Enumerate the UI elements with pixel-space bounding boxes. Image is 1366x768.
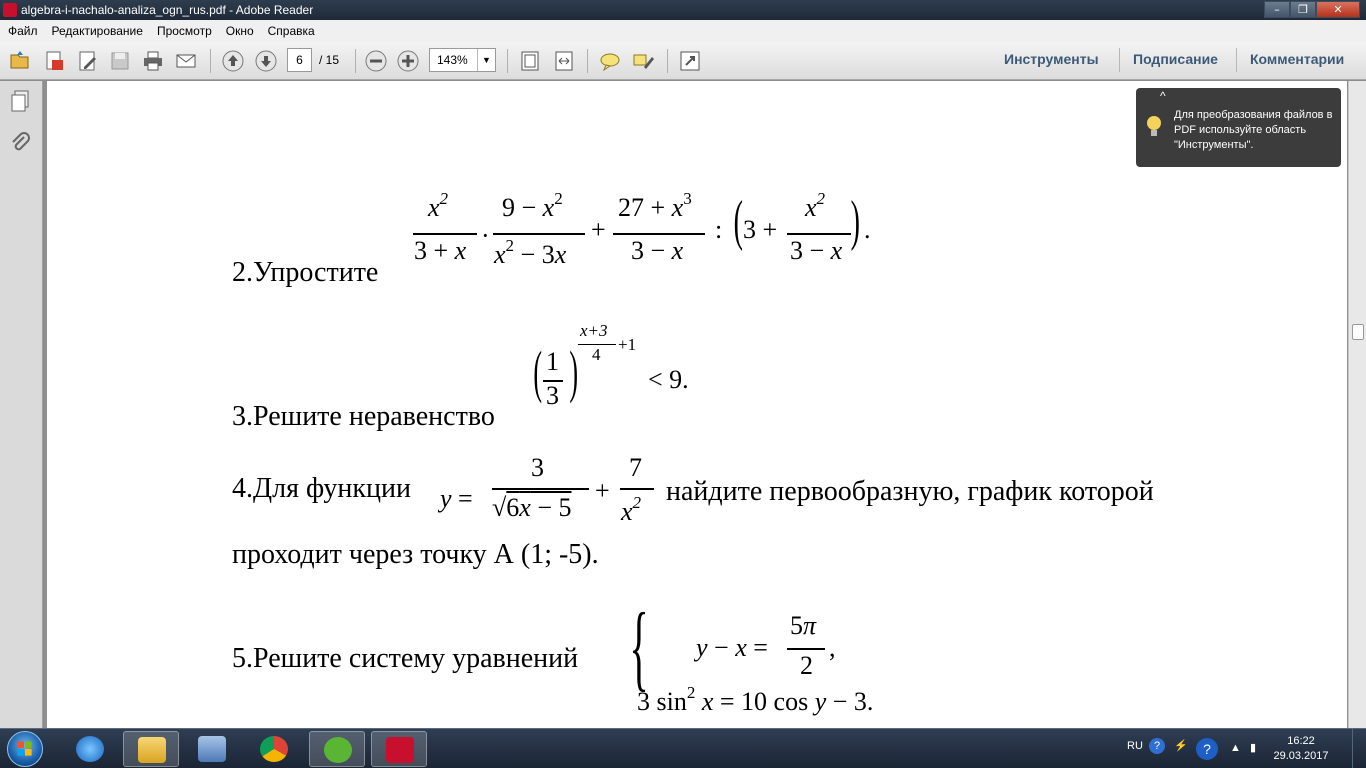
language-indicator[interactable]: RU bbox=[1127, 740, 1143, 752]
taskbar-adobe-reader[interactable] bbox=[371, 731, 427, 767]
close-button[interactable]: ✕ bbox=[1316, 1, 1360, 18]
clock-time: 16:22 bbox=[1287, 735, 1315, 747]
attachments-icon[interactable] bbox=[9, 131, 31, 155]
tools-panel-link[interactable]: Инструменты bbox=[1004, 51, 1099, 67]
print-icon[interactable] bbox=[141, 49, 165, 73]
navigation-pane bbox=[0, 81, 43, 728]
page-thumbnails-icon[interactable] bbox=[9, 89, 31, 113]
taskbar-internet-explorer[interactable] bbox=[62, 731, 118, 767]
start-button[interactable] bbox=[7, 731, 43, 767]
problem-4-line-2: проходит через точку А (1; -5). bbox=[232, 539, 599, 570]
problem-5-label: 5.Решите систему уравнений bbox=[232, 643, 579, 674]
pdf-page: 2.Упростите $x^2$ 3 + x · $9 - x^2$ $x^2 - 3x$ + $27 + x^3$ 3 − x : ( 3 + $x^2$ 3 − x ) . 3.Решите неравенство ( 1 3 ) x+3 4 +1 < 9. 4.Для функции y = 3 √6x − 5 + 7 $x^2$ найдите первообразную, график которой проходит через точку А (1; -5). 5.Решите систему уравнений { y − x = 5π 2 , 3 $\sin^2 x = 10$ cos y − 3. bbox=[47, 81, 1347, 728]
taskbar-chrome[interactable] bbox=[246, 731, 302, 767]
chevron-down-icon[interactable]: ▼ bbox=[477, 49, 495, 71]
email-icon[interactable] bbox=[174, 49, 198, 73]
tooltip-message: Для преобразования файлов в PDF используйте область "Инструменты". bbox=[1174, 109, 1333, 151]
window-title: algebra-i-nachalo-analiza_ogn_rus.pdf - Adobe Reader bbox=[21, 3, 314, 17]
help-icon[interactable]: ? bbox=[1149, 738, 1165, 754]
panel-separator bbox=[1119, 48, 1120, 72]
create-pdf-icon[interactable] bbox=[43, 49, 67, 73]
windows-logo-icon bbox=[8, 732, 42, 766]
folder-icon bbox=[138, 737, 166, 763]
utorrent-icon bbox=[324, 737, 352, 763]
page-number-input[interactable]: 6 bbox=[287, 48, 312, 72]
clock[interactable] bbox=[1272, 734, 1330, 764]
media-player-icon bbox=[198, 736, 226, 762]
lightbulb-icon bbox=[1145, 114, 1163, 140]
menu-window[interactable]: Окно bbox=[225, 24, 254, 38]
open-file-icon[interactable] bbox=[8, 49, 32, 73]
zoom-out-icon[interactable] bbox=[364, 49, 388, 73]
toolbar-separator bbox=[355, 49, 356, 73]
chrome-icon bbox=[260, 736, 288, 762]
scrollbar-thumb[interactable] bbox=[1352, 324, 1364, 340]
taskbar-utorrent[interactable] bbox=[309, 731, 365, 767]
menu-file[interactable]: Файл bbox=[8, 24, 38, 38]
sign-panel-link[interactable]: Подписание bbox=[1133, 51, 1218, 67]
save-icon[interactable] bbox=[108, 49, 132, 73]
adobe-reader-icon bbox=[3, 3, 17, 17]
panel-separator bbox=[1236, 48, 1237, 72]
previous-page-icon[interactable] bbox=[221, 49, 245, 73]
menu-bar bbox=[0, 20, 1366, 42]
tray-icon[interactable]: ⚡ bbox=[1174, 740, 1188, 752]
show-desktop-button[interactable] bbox=[1352, 729, 1366, 768]
fit-width-icon[interactable] bbox=[552, 49, 576, 73]
problem-3-label: 3.Решите неравенство bbox=[232, 401, 495, 432]
minimize-button[interactable]: – bbox=[1264, 1, 1290, 18]
full-screen-icon[interactable] bbox=[678, 49, 702, 73]
help-center-icon[interactable]: ? bbox=[1196, 738, 1218, 760]
zoom-in-icon[interactable] bbox=[396, 49, 420, 73]
zoom-select[interactable] bbox=[429, 48, 496, 72]
taskbar bbox=[0, 728, 1366, 768]
zoom-value: 143% bbox=[437, 53, 468, 67]
menu-view[interactable]: Просмотр bbox=[156, 24, 212, 38]
show-hidden-icons-icon[interactable]: ▲ bbox=[1230, 742, 1241, 754]
network-icon[interactable]: ▮ bbox=[1250, 742, 1257, 754]
fit-page-icon[interactable] bbox=[518, 49, 542, 73]
toolbar-separator bbox=[210, 49, 211, 73]
problem-4-label: 4.Для функции bbox=[232, 473, 411, 504]
restore-button[interactable]: ❐ bbox=[1290, 1, 1316, 18]
edit-pdf-icon[interactable] bbox=[76, 49, 100, 73]
toolbar-separator bbox=[507, 49, 508, 73]
taskbar-media-player[interactable] bbox=[184, 731, 240, 767]
problem-4-tail: найдите первообразную, график которой bbox=[666, 476, 1154, 507]
clock-date: 29.03.2017 bbox=[1273, 750, 1329, 762]
collapse-caret-icon[interactable]: ^ bbox=[1160, 89, 1166, 103]
window-controls bbox=[1264, 1, 1360, 18]
menu-edit[interactable]: Редактирование bbox=[51, 24, 143, 38]
comment-panel-link[interactable]: Комментарии bbox=[1250, 51, 1345, 67]
problem-2-label: 2.Упростите bbox=[232, 257, 379, 288]
toolbar-separator bbox=[587, 49, 588, 73]
adobe-reader-icon bbox=[386, 737, 414, 763]
internet-explorer-icon bbox=[76, 736, 104, 762]
taskbar-file-manager[interactable] bbox=[123, 731, 179, 767]
toolbar-separator bbox=[667, 49, 668, 73]
menu-help[interactable]: Справка bbox=[267, 24, 315, 38]
tools-tooltip bbox=[1136, 88, 1341, 167]
vertical-scrollbar[interactable] bbox=[1348, 81, 1366, 728]
document-view[interactable] bbox=[44, 81, 1348, 728]
next-page-icon[interactable] bbox=[254, 49, 278, 73]
page-total: / 15 bbox=[319, 53, 340, 67]
title-bar bbox=[0, 0, 1366, 20]
highlight-icon[interactable] bbox=[631, 49, 655, 73]
comment-icon[interactable] bbox=[598, 49, 622, 73]
